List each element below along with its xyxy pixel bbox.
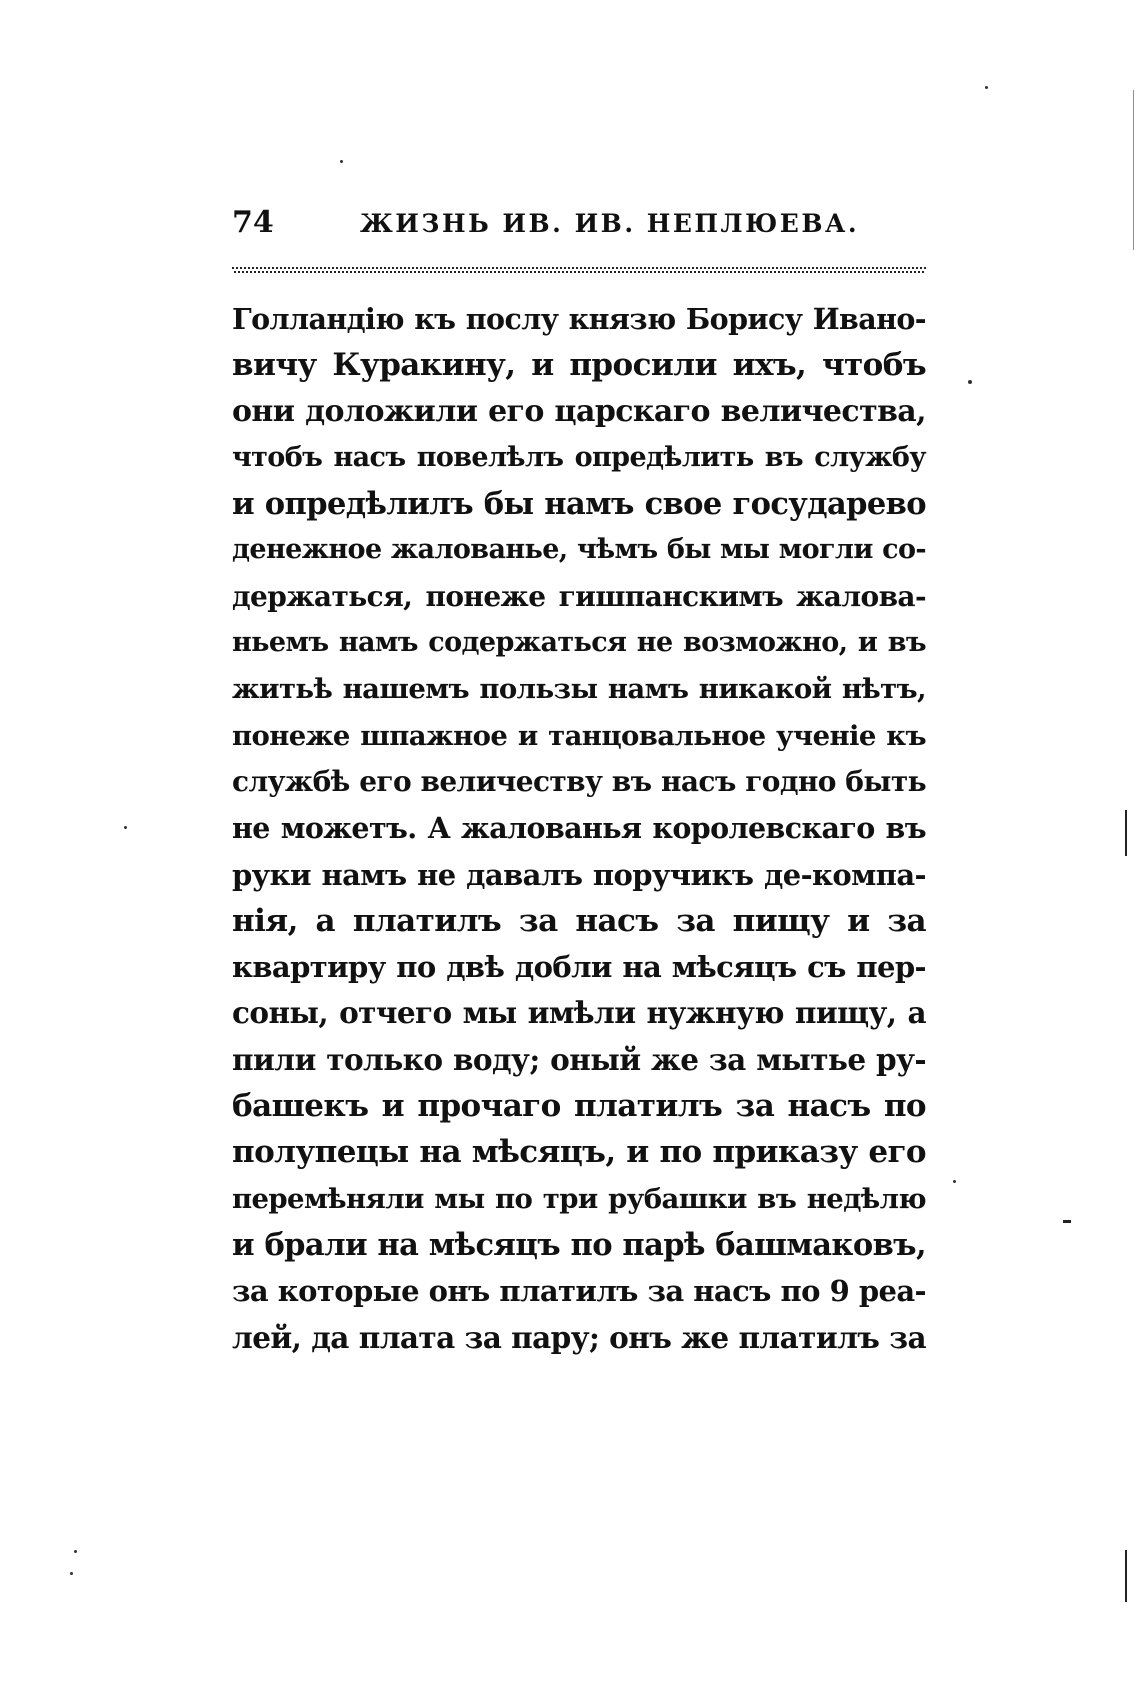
text-line: службѣ его величеству въ насъ годно быть xyxy=(232,764,926,798)
text-line: ньемъ намъ содержаться не возможно, и въ xyxy=(232,627,926,659)
text-line: они доложили его царскаго величества, xyxy=(232,393,926,429)
page-number: 74 xyxy=(232,205,274,240)
text-line: Голландію къ послу князю Борису Ивано- xyxy=(232,302,926,336)
scan-edge-mark xyxy=(1125,810,1127,856)
text-line: квартиру по двѣ добли на мѣсяцъ съ пер- xyxy=(232,950,926,985)
scan-speck xyxy=(124,826,127,829)
text-line: житьѣ нашемъ пользы намъ никакой нѣтъ, xyxy=(232,673,926,706)
text-line: чтобъ насъ повелѣлъ опредѣлить въ службу xyxy=(232,441,926,473)
scan-edge-mark xyxy=(1125,1550,1127,1602)
text-line: не можетъ. А жалованья королевскаго въ xyxy=(232,811,926,846)
text-line: денежное жалованье, чѣмъ бы мы могли со- xyxy=(232,534,926,566)
text-line: и опредѣлилъ бы намъ свое государево xyxy=(232,486,926,523)
running-head xyxy=(232,205,926,245)
text-line: перемѣняли мы по три рубашки въ недѣлю xyxy=(232,1182,926,1215)
header-rule xyxy=(232,267,926,273)
text-line: пили только воду; оный же за мытье ру- xyxy=(232,1041,926,1077)
text-line: лей, да плата за пару; онъ же платилъ за xyxy=(232,1319,926,1355)
text-line: за которые онъ платилъ за насъ по 9 реа- xyxy=(232,1274,926,1309)
text-line: соны, отчего мы имѣли нужную пищу, а xyxy=(232,995,926,1031)
scan-edge-mark xyxy=(1063,1220,1071,1223)
text-line: башекъ и прочаго платилъ за насъ по xyxy=(232,1088,926,1125)
body-text xyxy=(232,296,926,1361)
text-line: держаться, понеже гишпанскимъ жалова- xyxy=(232,579,926,613)
scan-edge-mark xyxy=(1133,90,1134,250)
scan-speck xyxy=(340,160,343,163)
text-line: нія, а платилъ за насъ за пищу и за xyxy=(232,902,926,939)
scan-speck xyxy=(985,86,988,89)
text-line: полупецы на мѣсяцъ, и по приказу его xyxy=(232,1134,926,1171)
text-line: понеже шпажное и танцовальное ученіе къ xyxy=(232,719,926,752)
text-line: вичу Куракину, и просили ихъ, чтобъ xyxy=(232,347,926,384)
text-line: руки намъ не давалъ поручикъ де-компа- xyxy=(232,857,926,892)
running-title: ЖИЗНЬ ИВ. ИВ. НЕПЛЮЕВА. xyxy=(360,209,860,238)
scan-speck xyxy=(70,1572,73,1575)
scan-speck xyxy=(74,1550,77,1553)
scan-speck xyxy=(953,1180,956,1183)
scan-speck xyxy=(968,380,972,384)
text-line: и брали на мѣсяцъ по парѣ башмаковъ, xyxy=(232,1226,926,1263)
